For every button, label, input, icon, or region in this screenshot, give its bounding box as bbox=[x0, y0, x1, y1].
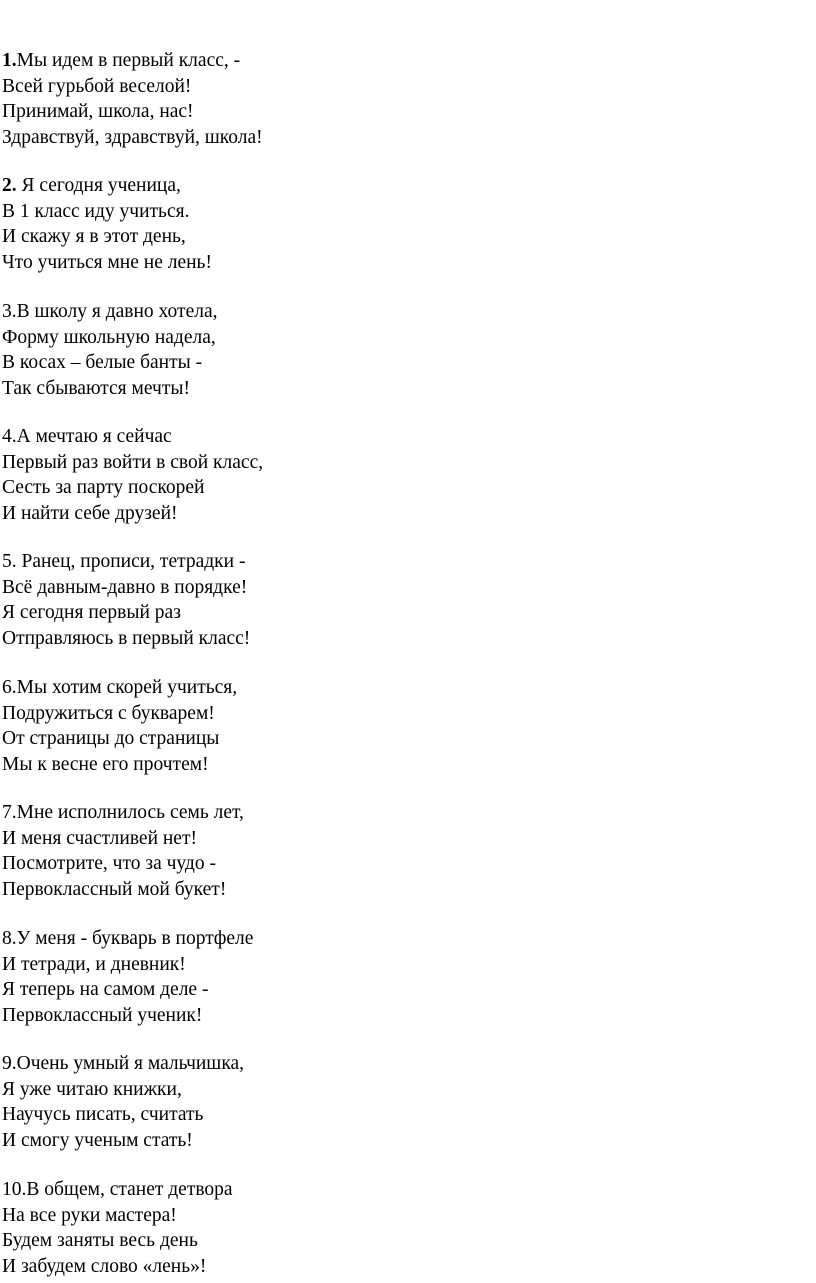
stanza-line bbox=[2, 549, 250, 575]
stanza-5 bbox=[2, 549, 250, 651]
stanza-line: И скажу я в этот день, bbox=[2, 226, 186, 247]
stanza-line-text: Мне исполнилось семь лет, bbox=[16, 802, 244, 823]
stanza-line bbox=[2, 1177, 233, 1203]
stanza-line-text: Мы идем в первый класс, - bbox=[16, 50, 241, 71]
stanza-line: Первоклассный мой букет! bbox=[2, 878, 227, 900]
stanza-1 bbox=[2, 48, 263, 150]
stanza-line: Так сбываются мечты! bbox=[2, 377, 190, 399]
stanza-line: Принимай, школа, нас! bbox=[2, 101, 194, 122]
stanza-line: Здравствуй, здравствуй, школа! bbox=[2, 126, 263, 148]
stanza-number: 2. bbox=[2, 175, 17, 196]
stanza-line bbox=[2, 173, 212, 199]
stanza-line: Первый раз войти в свой класс, bbox=[2, 451, 264, 473]
stanza-line-text: Ранец, прописи, тетрадки - bbox=[16, 551, 246, 572]
stanza-line: Подружиться с букварем! bbox=[2, 702, 215, 724]
stanza-line: Я теперь на самом деле - bbox=[2, 979, 209, 1000]
stanza-line bbox=[2, 675, 237, 701]
stanza-number: 7. bbox=[2, 802, 17, 823]
stanza-line: И найти себе друзей! bbox=[2, 502, 178, 524]
stanza-10 bbox=[2, 1177, 233, 1279]
stanza-number: 1. bbox=[2, 50, 17, 71]
stanza-line-text: Очень умный я мальчишка, bbox=[16, 1053, 245, 1074]
stanza-7 bbox=[2, 800, 244, 902]
stanza-line-text: Я сегодня ученица, bbox=[16, 175, 181, 196]
stanza-line-text: А мечтаю я сейчас bbox=[16, 426, 172, 447]
stanza-line: Научусь писать, считать bbox=[2, 1104, 204, 1125]
stanza-number: 8. bbox=[2, 928, 17, 949]
stanza-line: Форму школьную надела, bbox=[2, 326, 216, 348]
stanza-8 bbox=[2, 926, 253, 1028]
stanza-line: Я сегодня первый раз bbox=[2, 602, 181, 623]
stanza-number: 6. bbox=[2, 677, 17, 698]
stanza-line: Что учиться мне не лень! bbox=[2, 251, 212, 273]
stanza-line: В 1 класс иду учиться. bbox=[2, 200, 190, 222]
stanza-line bbox=[2, 926, 253, 952]
stanza-line bbox=[2, 299, 217, 325]
stanza-line: Посмотрите, что за чудо - bbox=[2, 853, 216, 874]
stanza-line-text: У меня - букварь в портфеле bbox=[16, 928, 254, 949]
stanza-line bbox=[2, 1051, 244, 1077]
stanza-line: И меня счастливей нет! bbox=[2, 827, 197, 849]
stanza-line: И забудем слово «лень»! bbox=[2, 1255, 207, 1277]
stanza-line: Всё давным-давно в порядке! bbox=[2, 576, 248, 598]
stanza-line bbox=[2, 424, 263, 450]
stanza-line: Сесть за парту поскорей bbox=[2, 477, 205, 498]
stanza-line: Всей гурьбой веселой! bbox=[2, 75, 192, 97]
stanza-line-text: В общем, станет детвора bbox=[26, 1179, 233, 1200]
stanza-line: Отправляюсь в первый класс! bbox=[2, 627, 251, 649]
stanza-2 bbox=[2, 173, 212, 275]
stanza-9 bbox=[2, 1051, 244, 1153]
stanza-line: Будем заняты весь день bbox=[2, 1230, 198, 1251]
stanza-line bbox=[2, 800, 244, 826]
stanza-line: Первоклассный ученик! bbox=[2, 1004, 203, 1026]
stanza-line: Мы к весне его прочтем! bbox=[2, 753, 209, 775]
stanza-6 bbox=[2, 675, 237, 777]
stanza-number: 4. bbox=[2, 426, 17, 447]
stanza-number: 5. bbox=[2, 551, 17, 572]
stanza-line bbox=[2, 48, 263, 74]
stanza-line: На все руки мастера! bbox=[2, 1204, 177, 1226]
stanza-line: Я уже читаю книжки, bbox=[2, 1078, 182, 1100]
stanza-line: В косах – белые банты - bbox=[2, 352, 203, 373]
stanza-line-text: В школу я давно хотела, bbox=[16, 301, 218, 322]
stanza-line: И смогу ученым стать! bbox=[2, 1129, 193, 1151]
stanza-line: И тетради, и дневник! bbox=[2, 953, 186, 975]
stanza-line-text: Мы хотим скорей учиться, bbox=[16, 677, 238, 698]
stanza-3 bbox=[2, 299, 217, 401]
stanza-line: От страницы до страницы bbox=[2, 728, 220, 749]
stanza-number: 3. bbox=[2, 301, 17, 322]
stanza-number: 9. bbox=[2, 1053, 17, 1074]
stanza-number: 10. bbox=[2, 1179, 27, 1200]
stanza-4 bbox=[2, 424, 263, 526]
